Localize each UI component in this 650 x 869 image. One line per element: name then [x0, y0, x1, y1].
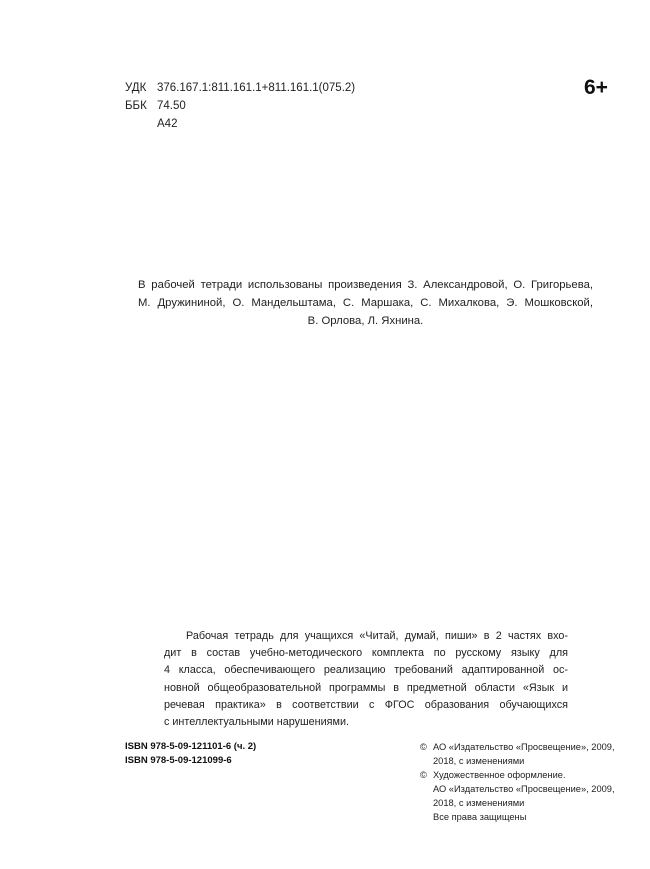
copyright-block — [420, 740, 615, 824]
rights-reserved: Все права защищены — [433, 812, 527, 822]
authors-line: В рабочей тетради использованы произведения З. Александровой, О. Григорьева, — [138, 279, 593, 291]
description-line: с интеллектуальными нарушениями. — [164, 715, 349, 728]
description-line: новной общеобразовательной программы в предметной области «Язык и — [164, 681, 568, 694]
age-rating: 6+ — [584, 76, 608, 99]
copyright-line: Художественное оформление. — [433, 770, 566, 780]
description-line: Рабочая тетрадь для учащихся «Читай, думай, пиши» в 2 частях вхо- — [186, 630, 568, 642]
authors-line: В. Орлова, Л. Яхнина. — [307, 315, 424, 327]
copyright-line: АО «Издательство «Просвещение», 2009, — [433, 742, 615, 752]
copyright-icon: © — [420, 742, 427, 752]
bbk-label: ББК — [125, 100, 147, 112]
description-line: 4 класса, обеспечивающего реализацию требований адаптированной ос- — [164, 664, 568, 677]
description — [164, 628, 568, 731]
author-mark: А42 — [157, 118, 178, 130]
isbn-block — [125, 740, 256, 768]
description-line: дит в состав учебно-методического комплекта по русскому языку для — [164, 647, 568, 660]
isbn-part: ISBN 978-5-09-121101-6 (ч. 2) — [125, 741, 257, 752]
udk-label: УДК — [125, 82, 147, 94]
bbk-code: 74.50 — [157, 100, 186, 112]
copyright-line: АО «Издательство «Просвещение», 2009, — [433, 784, 615, 794]
copyright-line: 2018, с изменениями — [433, 756, 525, 766]
copyright-icon: © — [420, 770, 427, 780]
udk-code: 376.167.1:811.161.1+811.161.1(075.2) — [157, 82, 356, 94]
classification-block — [125, 79, 355, 133]
authors-note — [138, 276, 593, 330]
isbn-set: ISBN 978-5-09-121099-6 — [125, 755, 232, 766]
authors-line: М. Дружининой, О. Мандельштама, С. Маршака, С. Михалкова, Э. Мошковской, — [138, 297, 593, 309]
copyright-line: 2018, с изменениями — [433, 798, 525, 808]
description-line: речевая практика» в соответствии с ФГОС образования обучающихся — [164, 698, 568, 711]
